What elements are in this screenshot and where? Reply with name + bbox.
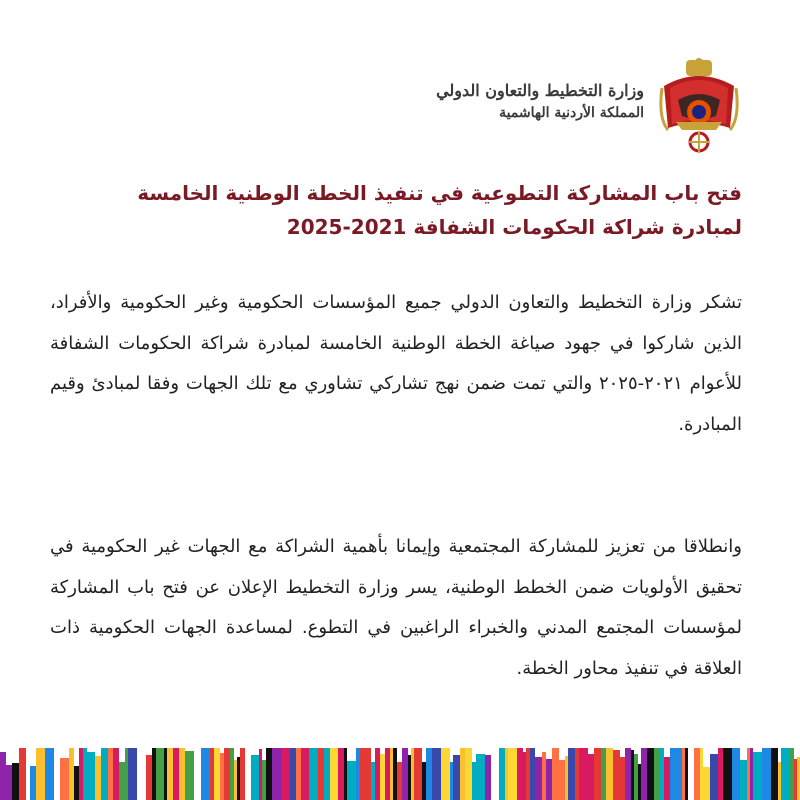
- stripe: [546, 759, 552, 800]
- stripe: [152, 748, 156, 800]
- stripe: [685, 748, 688, 800]
- stripe: [778, 762, 781, 800]
- stripe: [119, 762, 125, 800]
- stripe: [113, 748, 119, 800]
- stripe: [750, 748, 753, 800]
- stripe: [552, 748, 559, 800]
- stripe: [356, 748, 360, 800]
- stripe: [781, 748, 790, 800]
- stripe: [128, 748, 137, 800]
- stripe: [164, 748, 167, 800]
- stripe: [491, 748, 499, 800]
- stripe: [441, 748, 450, 800]
- stripe: [234, 760, 237, 800]
- stripe: [194, 748, 201, 800]
- stripe: [631, 750, 634, 800]
- stripe: [530, 748, 535, 800]
- stripe: [125, 748, 128, 800]
- stripe: [762, 748, 771, 800]
- stripe: [700, 748, 703, 800]
- stripe: [408, 755, 411, 800]
- stripe: [641, 748, 647, 800]
- stripe: [411, 748, 414, 800]
- stripe: [230, 748, 234, 800]
- stripe: [87, 752, 95, 800]
- stripe: [201, 748, 210, 800]
- stripe: [508, 748, 517, 800]
- stripe: [654, 748, 660, 800]
- stripe: [330, 748, 338, 800]
- stripe: [36, 748, 45, 800]
- stripe: [262, 760, 266, 800]
- stripe: [284, 748, 290, 800]
- stripe: [397, 762, 402, 800]
- stripe: [740, 760, 747, 800]
- stripe: [402, 748, 408, 800]
- stripe: [625, 748, 631, 800]
- stripe: [460, 748, 465, 800]
- stripe: [251, 755, 259, 800]
- stripe: [12, 763, 19, 800]
- stripe: [338, 748, 344, 800]
- stripe: [30, 766, 36, 800]
- stripe: [224, 748, 230, 800]
- stripe: [771, 748, 778, 800]
- stripe: [393, 748, 397, 800]
- stripe: [347, 761, 356, 800]
- stripe: [185, 751, 194, 800]
- stripe: [74, 766, 79, 800]
- stripe: [703, 767, 710, 800]
- stripe: [485, 755, 491, 800]
- stripe: [620, 757, 625, 800]
- stripe: [385, 748, 390, 800]
- stripe: [414, 748, 422, 800]
- stripe: [432, 748, 441, 800]
- stripe: [710, 754, 718, 800]
- stripe: [0, 752, 6, 800]
- stripe: [290, 748, 296, 800]
- stripe: [426, 748, 432, 800]
- stripe: [694, 748, 700, 800]
- stripe: [688, 748, 694, 800]
- stripe: [179, 748, 185, 800]
- stripe: [476, 754, 485, 800]
- stripe: [675, 748, 682, 800]
- ministry-name: وزارة التخطيط والتعاون الدولي: [436, 81, 644, 100]
- stripe: [505, 748, 508, 800]
- stripe: [670, 748, 675, 800]
- stripe: [281, 748, 284, 800]
- stripe: [371, 762, 375, 800]
- letterhead: [436, 58, 742, 158]
- stripe: [210, 748, 214, 800]
- stripe: [375, 748, 380, 800]
- stripe: [240, 748, 245, 800]
- stripe: [732, 748, 740, 800]
- stripe: [259, 749, 262, 800]
- stripe: [660, 748, 664, 800]
- paragraph-announcement: وانطلاقا من تعزيز للمشاركة المجتمعية وإيمانا بأهمية الشراكة مع الجهات غير الحكومية في تحقيق الأولويات ضمن الخطط الوطنية، يسر وزارة التخطيط الإعلان عن فتح باب المشاركة لمؤسسات المجتمع المدني والخبراء الراغبين في التطوع. لمساعدة الجهات الحكومية ذات العلاقة في تنفيذ محاور الخطة.: [50, 536, 742, 679]
- stripe: [380, 754, 385, 800]
- stripe: [69, 748, 74, 800]
- stripe: [101, 748, 108, 800]
- stripe: [638, 764, 641, 800]
- stripe: [535, 757, 542, 800]
- stripe: [167, 748, 173, 800]
- stripe: [588, 754, 594, 800]
- stripe: [664, 757, 670, 800]
- stripe: [6, 765, 12, 800]
- stripe: [422, 762, 426, 800]
- stripe: [790, 748, 794, 800]
- stripe: [568, 748, 575, 800]
- stripe: [682, 748, 685, 800]
- stripe: [465, 748, 472, 800]
- stripe: [324, 748, 330, 800]
- stripe: [296, 748, 301, 800]
- stripe: [344, 748, 347, 800]
- stripe: [390, 748, 393, 800]
- decorative-stripe-band: [0, 748, 800, 800]
- stripe: [272, 748, 281, 800]
- stripe: [718, 748, 723, 800]
- stripe: [156, 748, 164, 800]
- stripe: [95, 756, 101, 800]
- stripe: [613, 750, 620, 800]
- stripe: [575, 748, 579, 800]
- stripe: [559, 760, 565, 800]
- stripe: [747, 748, 750, 800]
- kingdom-name: المملكة الأردنية الهاشمية: [499, 105, 644, 121]
- stripe: [26, 759, 30, 800]
- stripe: [517, 748, 523, 800]
- stripe: [137, 748, 146, 800]
- stripe: [647, 748, 654, 800]
- stripe: [723, 748, 732, 800]
- stripe: [450, 762, 453, 800]
- stripe: [601, 748, 606, 800]
- stripe: [499, 748, 505, 800]
- stripe: [523, 752, 526, 800]
- stripe: [453, 755, 460, 800]
- stripe: [318, 748, 324, 800]
- stripe: [634, 754, 638, 800]
- stripe: [266, 748, 272, 800]
- paragraph-thanks: تشكر وزارة التخطيط والتعاون الدولي جميع المؤسسات الحكومية وغير الحكومية والأفراد، الذين شاركوا في جهود صياغة الخطة الوطنية الخامسة لمبادرة شراكة الحكومات الشفافة للأعوام ٢٠٢١-٢٠٢٥ والتي تمت ضمن نهج تشاركي تشاوري مع تلك الجهات وفقا لمبادئ وقيم المبادرة.: [50, 292, 742, 435]
- stripe: [301, 748, 309, 800]
- stripe: [565, 756, 568, 800]
- stripe: [83, 748, 87, 800]
- stripe: [45, 748, 54, 800]
- coat-of-arms-icon: [656, 58, 742, 158]
- stripe: [220, 753, 224, 800]
- stripe: [79, 748, 83, 800]
- stripe: [365, 748, 371, 800]
- stripe: [794, 759, 797, 800]
- announcement-title: [52, 176, 742, 244]
- stripe: [526, 748, 530, 800]
- stripe: [606, 748, 613, 800]
- stripe: [245, 766, 251, 800]
- stripe: [19, 748, 26, 800]
- stripe: [173, 748, 179, 800]
- stripe: [146, 755, 152, 800]
- stripe: [54, 751, 60, 800]
- stripe: [60, 758, 69, 800]
- stripe: [108, 748, 113, 800]
- stripe: [237, 757, 240, 800]
- title-line-1: فتح باب المشاركة التطوعية في تنفيذ الخطة الوطنية الخامسة: [137, 181, 742, 205]
- stripe: [753, 752, 762, 800]
- stripe: [214, 748, 220, 800]
- title-line-2: لمبادرة شراكة الحكومات الشفافة 2021-2025: [286, 215, 742, 239]
- stripe: [579, 748, 588, 800]
- stripe: [472, 762, 476, 800]
- stripe: [542, 752, 546, 800]
- stripe: [309, 748, 318, 800]
- stripe: [594, 748, 601, 800]
- stripe: [360, 748, 365, 800]
